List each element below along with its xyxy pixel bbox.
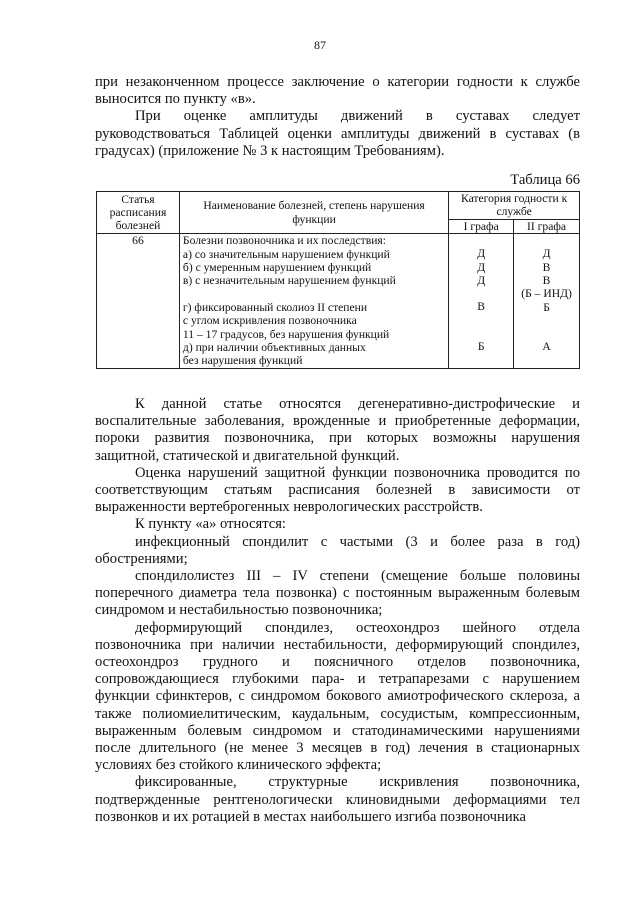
header-article: Статья расписания болезней <box>97 192 180 234</box>
col1-value: Б <box>477 339 485 353</box>
paragraph: инфекционный спондилит с частыми (3 и более раза в год) обострениями; <box>95 533 580 567</box>
col1-value <box>452 327 510 340</box>
col2-cell <box>514 234 580 369</box>
col1-value <box>452 353 510 366</box>
body-text <box>95 396 580 826</box>
col2-value: Д <box>542 247 551 261</box>
col2-value <box>517 234 576 247</box>
article-cell: 66 <box>97 234 180 369</box>
paragraph: Оценка нарушений защитной функции позвоночника проводится по соответствующим статьям расписания болезней в зависимости от выраженности вертеброгенных неврологических расстройств. <box>95 464 580 516</box>
col1-value: Д <box>477 247 486 261</box>
page-number: 87 <box>314 38 326 52</box>
row-text: 11 – 17 градусов, без нарушения функций <box>182 327 390 341</box>
header-col1: I графа <box>449 219 514 233</box>
intro-text <box>95 74 580 160</box>
paragraph: При оценке амплитуды движений в суставах следует руководствоваться Таблицей оценки амплитуды движений в суставах (в градусах) (приложение № 3 к настоящим Требованиям). <box>95 108 580 159</box>
row-text: без нарушения функций <box>182 354 303 368</box>
paragraph: К пункту «а» относятся: <box>135 516 286 533</box>
row-text <box>183 288 445 301</box>
row-text: а) со значительным нарушением функций <box>182 247 390 261</box>
col2-value <box>517 314 576 327</box>
table-row <box>97 234 580 369</box>
row-text: с углом искривления позвоночника <box>182 314 357 328</box>
col1-value: В <box>477 300 486 314</box>
col1-value: Д <box>477 274 486 288</box>
col2-value: (Б – ИНД) <box>521 287 572 301</box>
header-category: Категория годности к службе <box>449 192 580 220</box>
table-header-row <box>97 192 580 220</box>
col2-value: В <box>542 274 551 288</box>
paragraph: К данной статье относятся дегенеративно-дистрофические и воспалительные заболевания, врожденные и приобретенные деформации, пороки развития позвоночника, при которых возможны нарушения защитной, статической и двигательной функций. <box>95 396 580 464</box>
col1-value <box>452 314 510 327</box>
header-col2: II графа <box>514 219 580 233</box>
col2-value: Б <box>543 300 550 314</box>
paragraph: при незаконченном процессе заключение о категории годности к службе выносится по пункту «в». <box>95 74 580 108</box>
col2-value: А <box>542 340 551 354</box>
row-text: в) с незначительным нарушением функций <box>182 274 396 288</box>
header-disease: Наименование болезней, степень нарушения функции <box>179 192 448 234</box>
col1-value: Д <box>477 260 486 274</box>
disease-table <box>96 191 580 369</box>
paragraph: деформирующий спондилез, остеохондроз шейного отдела позвоночника при наличии нестабильности, деформирующий спондилез, остеохондроз грудного и поясничного отделов позвоночника, сопровождающиеся глубокими пара- и тетрапарезами с нарушением функции сфинктеров, с синдромом бокового амиотрофического склероза, а также полиомиелитическим, каудальным, сосудистым, компрессионным, выраженным болевым синдромом и статодинамическими нарушениями после длительного (не менее 3 месяцев в год) лечения в стационарных условиях без стойкого клинического эффекта; <box>95 619 580 774</box>
paragraph: фиксированные, структурные искривления позвоночника, подтвержденные рентгенологически клиновидными деформациями тел позвонков и их ротацией в местах наибольшего изгиба позвоночника <box>95 774 580 825</box>
col2-value: В <box>542 260 551 274</box>
col1-cell <box>449 234 514 369</box>
row-text: б) с умеренным нарушением функций <box>182 261 372 275</box>
row-text: д) при наличии объективных данных <box>182 341 366 355</box>
row-text: Болезни позвоночника и их последствия: <box>182 234 386 248</box>
paragraph: спондилолистез III – IV степени (смещение больше половины поперечного диаметра тела позвонка) с постоянным выраженным болевым синдромом и нестабильностью позвоночника; <box>95 568 580 619</box>
col1-value <box>452 234 510 247</box>
col1-value <box>452 287 510 300</box>
col2-value <box>517 354 576 367</box>
col2-value <box>517 327 576 340</box>
row-text: г) фиксированный сколиоз II степени <box>182 300 368 314</box>
table-caption: Таблица 66 <box>510 172 580 188</box>
disease-cell <box>179 234 448 369</box>
